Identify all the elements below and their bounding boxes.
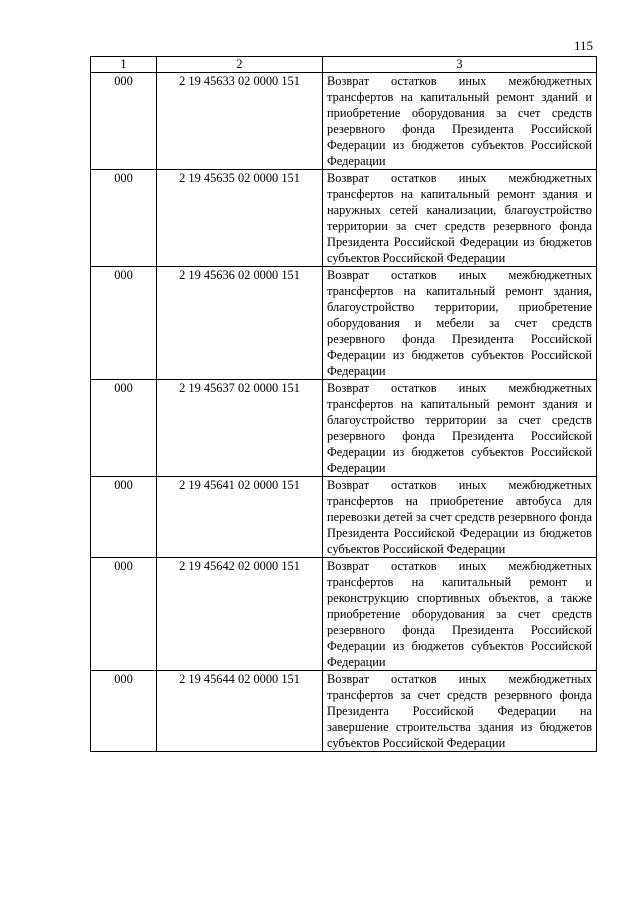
description-cell: Возврат остатков иных межбюджетных трансфертов на капитальный ремонт здания и наружных сетей канализации, благоустройство территории за счет средств резервного фонда Президента Российской Федерации из бюджетов субъектов Российской Федерации: [323, 170, 597, 267]
budget-code-cell: 2 19 45637 02 0000 151: [157, 380, 323, 477]
table-row: [91, 73, 597, 170]
description-cell: Возврат остатков иных межбюджетных трансфертов на капитальный ремонт и реконструкцию спортивных объектов, а также приобретение оборудования за счет средств резервного фонда Президента Российской Федерации из бюджетов субъектов Российской Федерации: [323, 558, 597, 671]
description-cell: Возврат остатков иных межбюджетных трансфертов на приобретение автобуса для перевозки детей за счет средств резервного фонда Президента Российской Федерации из бюджетов субъектов Российской Федерации: [323, 477, 597, 558]
budget-code-cell: 2 19 45641 02 0000 151: [157, 477, 323, 558]
admin-code-cell: 000: [91, 477, 157, 558]
table-row: [91, 477, 597, 558]
table-header-row: [91, 57, 597, 73]
admin-code-cell: 000: [91, 558, 157, 671]
budget-code-cell: 2 19 45633 02 0000 151: [157, 73, 323, 170]
table-row: [91, 380, 597, 477]
description-cell: Возврат остатков иных межбюджетных трансфертов на капитальный ремонт зданий и приобретение оборудования за счет средств резервного фонда Президента Российской Федерации из бюджетов субъектов Российской Федерации: [323, 73, 597, 170]
column-header-1: 1: [91, 57, 157, 73]
description-cell: Возврат остатков иных межбюджетных трансфертов на капитальный ремонт здания, благоустройство территории, приобретение оборудования и мебели за счет средств резервного фонда Президента Российской Федерации из бюджетов субъектов Российской Федерации: [323, 267, 597, 380]
table-row: [91, 558, 597, 671]
budget-code-cell: 2 19 45644 02 0000 151: [157, 671, 323, 752]
table-row: [91, 170, 597, 267]
budget-code-cell: 2 19 45636 02 0000 151: [157, 267, 323, 380]
budget-code-table: [90, 56, 597, 752]
admin-code-cell: 000: [91, 380, 157, 477]
budget-code-cell: 2 19 45642 02 0000 151: [157, 558, 323, 671]
description-cell: Возврат остатков иных межбюджетных трансфертов на капитальный ремонт здания и благоустройство территории за счет средств резервного фонда Президента Российской Федерации из бюджетов субъектов Российской Федерации: [323, 380, 597, 477]
column-header-2: 2: [157, 57, 323, 73]
admin-code-cell: 000: [91, 671, 157, 752]
table-row: [91, 267, 597, 380]
budget-code-cell: 2 19 45635 02 0000 151: [157, 170, 323, 267]
admin-code-cell: 000: [91, 267, 157, 380]
admin-code-cell: 000: [91, 170, 157, 267]
page-number: 115: [573, 38, 593, 53]
table-row: [91, 671, 597, 752]
column-header-3: 3: [323, 57, 597, 73]
description-cell: Возврат остатков иных межбюджетных трансфертов за счет средств резервного фонда Президента Российской Федерации на завершение строительства здания из бюджетов субъектов Российской Федерации: [323, 671, 597, 752]
admin-code-cell: 000: [91, 73, 157, 170]
